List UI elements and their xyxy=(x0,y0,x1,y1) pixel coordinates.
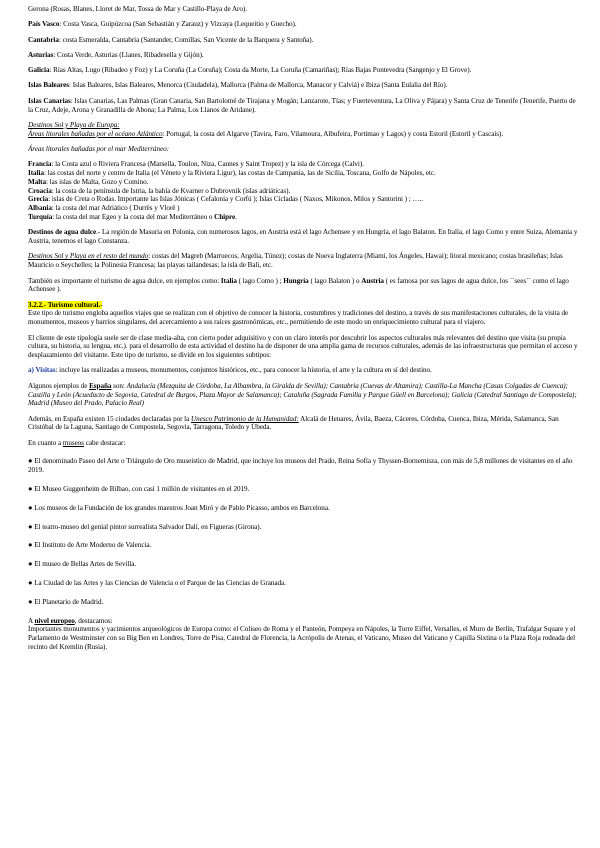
region-label: Islas Baleares xyxy=(28,81,70,90)
atlantic-label: Áreas litorales bañadas por el océano Atlántico xyxy=(28,129,163,138)
list-item-malta: Malta: las islas de Malta, Gozo y Comino. xyxy=(28,177,149,186)
list-item-croacia: Croacia: la costa de la península de Istria, la bahía de Kvarner o Dubrovnik (islas adriáticas). xyxy=(28,186,291,195)
section-label: Destinos Sol y Playa en el resto del mundo xyxy=(28,252,149,261)
paragraph-islas-baleares: Islas Baleares: Islas Baleares, Islas Baleares, Menorca (Ciudadela), Mallorca (Palma de Mallorca, Manacor y Calviá) e Ibiza (Santa Eulalia del Río). xyxy=(28,81,448,90)
paragraph-islas-canarias: Islas Canarias: Islas Canarias, Las Palmas (Gran Canaria, San Bartolomé de Tirajana y Mogán; Lanzarote, Tías; y Fuerteventura, La Oliva y Pájara) y Santa Cruz de Tenerife (Tenerife, Puerto de la Cruz, Adeje, Arona y Granadilla de Abona; La Palma, Los Llanos de Aridane). xyxy=(28,96,576,114)
paragraph-visitas: a) Visitas: incluye las realizadas a museos, monumentos, conjuntos históricos, etc., para conocer la historia, el arte y la cultura en sí del destino. xyxy=(28,366,432,375)
region-label: Cantabria xyxy=(28,35,59,44)
bullet-icon: ● xyxy=(28,502,33,512)
paragraph-atlantico: Áreas litorales bañadas por el océano Atlántico: Portugal, la costa del Algarve (Tavira, Faro, Vilamoura, Albufeira, Portimao y Lagos) y costa Estoril (Estoril y Cascais). xyxy=(28,129,504,138)
bullet-icon: ● xyxy=(28,540,33,550)
paragraph-galicia: Galicia: Rías Altas, Lugo (Ribadeo y Foz) y La Coruña (La Coruña); Costa da Morte, La Coruña (Camariñas); Rías Bajas Pontevedra (Sangenjo y El Grove). xyxy=(28,66,472,75)
list-item: ● El museo de Bellas Artes de Sevilla. xyxy=(28,559,137,569)
region-label: Islas Canarias xyxy=(28,96,71,105)
paragraph-museos-intro: En cuanto a museos cabe destacar: xyxy=(28,438,126,447)
paragraph-agua-dulce-ejemplos: También es importante el turismo de agua dulce, en ejemplos como: Italia ( lago Como ) ; Hungría ( lago Balaton ) o Austria ( es famosa por sus lagos de agua dulce, los ``sees`` como el lago Achensee ). xyxy=(28,276,569,294)
list-item: ● La Ciudad de las Artes y las Ciencias de Valencia o el Parque de las Ciencias de Granada. xyxy=(28,578,286,588)
bullet-icon: ● xyxy=(28,456,33,466)
museum-list xyxy=(28,457,582,606)
subtype-label: a) Visitas xyxy=(28,366,56,375)
region-label: Asturias xyxy=(28,50,54,59)
paragraph-europa-monumentos: Importantes monumentos y yacimientos arqueológicos de Europa como: el Coliseo de Roma y el Panteón, Pompeya en Nápoles, la Torre Eiffel, Versalles, el Muro de Berlín, Trafalgar Square y el Parlamento de Westminster con su Big Ben en Londres, Torre de Pisa, Catedral de Florencia, la Acrópolis de Atenas, el Vaticano, Museo del Vaticano y Capilla Sixtina o la Plaza Roja rodeada del recinto del Kremlin (Rusia). xyxy=(28,625,576,652)
list-item: ● El denominado Paseo del Arte o Triángulo de Oro museístico de Madrid, que incluye los museos del Prado, Reina Sofía y Thyssen-Bornemisza, con más de 5,8 millones de visitantes en el año 2019. xyxy=(28,456,573,475)
section-label: Destinos de agua dulce xyxy=(28,228,97,237)
list-item-grecia: Grecia: islas de Creta o Rodas. Importante las Islas Jónicas ( Cefalonia y Corfú ); Islas Cícladas ( Naxos, Mikonos, Milos y Santorini ) ; ….. xyxy=(28,195,423,204)
bullet-icon: ● xyxy=(28,484,33,494)
list-item: ● Los museos de la Fundación de los grandes maestros Joan Miró y de Pablo Picasso, ambos en Barcelona. xyxy=(28,502,330,512)
bullet-icon: ● xyxy=(28,596,33,606)
bullet-icon: ● xyxy=(28,521,33,531)
paragraph-gerona: Gerona (Rosas, Blanes, Lloret de Mar, Tossa de Mar y Castillo-Playa de Aro). xyxy=(28,5,247,13)
region-label: Galicia xyxy=(28,66,50,75)
paragraph-cantabria: Cantabria: costa Esmeralda, Cantabria (Santander, Comillas, San Vicente de la Barquera y Santoña). xyxy=(28,35,314,44)
paragraph-asturias: Asturias: Costa Verde, Asturias (Llanes, Ribadesella y Gijón). xyxy=(28,50,204,59)
bullet-icon: ● xyxy=(28,578,33,588)
heading-nivel-europeo: A nivel europeo, destacamos: xyxy=(28,616,113,625)
heading-mediterraneo: Áreas litorales bañadas por el mar Mediterráneo: xyxy=(28,144,169,153)
heading-turismo-cultural: 3.2.2.- Turismo cultural.- xyxy=(28,300,103,309)
list-item-turquia: Turquía: la costa del mar Egeo y la costa del mar Mediterráneo o Chipre. xyxy=(28,213,237,222)
list-item: ● El Planetario de Madrid. xyxy=(28,596,104,606)
paragraph-pais-vasco: País Vasco: Costa Vasca, Guipúzcoa (San Sebastián y Zarauz) y Vizcaya (Lequeitio y Guecho). xyxy=(28,20,297,29)
list-item: ● El Instituto de Arte Moderno de Valencia. xyxy=(28,540,152,550)
mediterranean-list xyxy=(28,160,582,222)
paragraph-ejemplos-espana: Algunos ejemplos de España son: Andalucía (Mezquita de Córdoba, La Alhambra, la Giralda de Sevilla); Cantabria (Cuevas de Altamira); Castilla-La Mancha (Casas Colgadas de Cuenca); Castilla y León (Acueducto de Segovia, Catedral de Burgos, Plaza Mayor de Salamanca); Cataluña (Sagrada Familia y Parque Güell en Barcelona); Galicia (Catedral Santiago de Compostela); Madrid (Museo del Prado, Palacio Real) xyxy=(28,381,577,408)
paragraph-cliente: El cliente de este tipología suele ser de clase media-alta, con cierto poder adquisitivo y con un claro interés por descubrir los aspectos culturales más relevantes del destino que visita (su propia cultura, su historia, su lengua, etc.). para el desarrollo de esta actividad el destino ha de disponer de una amplia gama de recursos culturales, además de las infraestructuras que permitan el acceso y desplazamiento del visitante. Este tipo de turismo, se divide en los siguientes subtipos: xyxy=(28,333,578,360)
paragraph-agua-dulce: Destinos de agua dulce.- La región de Masuria en Polonia, con numerosos lagos, en Austria está el lago Achensee y en Hungría, el lago Balaton. En Italia, el lago Como y entre Suiza, Alemania y Austria, tenemos el lago Constanza. xyxy=(28,228,578,246)
list-item-francia: Francia: la Costa azul o Riviera Francesa (Marsella, Toulon, Niza, Cannes y Saint Tropez) y la isla de Córcega (Calvi). xyxy=(28,160,364,169)
heading-destinos-europa: Destinos Sol y Playa de Europa: xyxy=(28,120,120,129)
list-item-italia: Italia: las costas del norte y centro de Italia (el Véneto y la Riviera Ligur), las costas de Campania, las de Sicilia, Toscana, Golfo de Nápoles, etc. xyxy=(28,169,436,178)
bullet-icon: ● xyxy=(28,559,33,569)
list-item: ● El Museo Guggenheim de Bilbao, con casi 1 millón de visitantes en el 2019. xyxy=(28,484,250,494)
list-item: ● El teatro-museo del genial pintor surrealista Salvador Dalí, en Figueras (Girona). xyxy=(28,521,262,531)
paragraph-unesco: Además, en España existen 15 ciudades declaradas por la Unesco Patrimonio de la Humanidad: Alcalá de Henares, Ávila, Baeza, Cáceres, Córdoba, Cuenca, Ibiza, Mérida, Salamanca, San Cristóbal de la Laguna, Santiago de Compostela, Segovia, Tarragona, Toledo y Úbeda. xyxy=(28,414,559,432)
list-item-albania: Albania: la costa del mar Adriático ( Durrës y Vlorë ) xyxy=(28,204,180,213)
region-label: País Vasco xyxy=(28,20,60,29)
paragraph-resto-mundo: Destinos Sol y Playa en el resto del mundo: costas del Magreb (Marruecos, Argelia, Túnez); costas de Nueva Inglaterra (Miami, los Ángeles, Hawai); litoral mexicano; costas brasileñas; Islas Mauricio o Seychelles; la Polinesia Francesa; las playas tailandesas; la isla de Bali, etc. xyxy=(28,252,563,270)
paragraph-cultural-intro: Este tipo de turismo engloba aquellos viajes que se realizan con el objetivo de conocer la historia, costumbres y tradiciones del destino, a través de sus manifestaciones culturales, de la visita de monumentos, museos y barrios singulares, del acercamiento a sus raíces gastronómicas, etc., permitiendo de este modo un enriquecimiento cultural para el viajero. xyxy=(28,309,569,327)
